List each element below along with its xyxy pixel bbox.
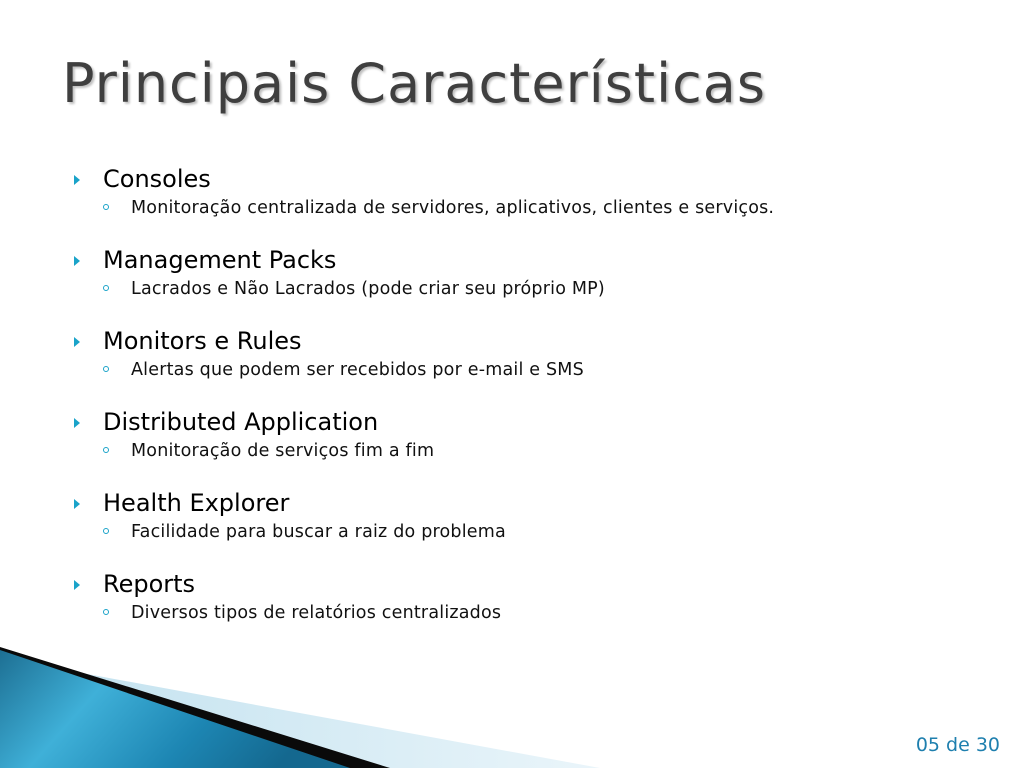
item-label: Reports <box>103 570 196 598</box>
item-label: Management Packs <box>103 246 337 274</box>
list-item <box>74 488 974 569</box>
circle-icon <box>103 609 109 615</box>
sub-item-label: Monitoração de serviços fim a fim <box>131 441 435 461</box>
circle-icon <box>103 285 109 291</box>
sub-item-label: Diversos tipos de relatórios centralizados <box>131 603 502 623</box>
page-number: 05 de 30 <box>915 734 1000 756</box>
triangle-right-icon <box>74 337 80 347</box>
slide-title: Principais Características <box>62 52 767 115</box>
list-item <box>74 164 974 245</box>
list-item <box>74 569 974 650</box>
circle-icon <box>103 528 109 534</box>
triangle-right-icon <box>74 499 80 509</box>
item-label: Consoles <box>103 165 211 193</box>
list-item <box>74 245 974 326</box>
list-item <box>74 326 974 407</box>
item-label: Health Explorer <box>103 489 290 517</box>
item-label: Monitors e Rules <box>103 327 302 355</box>
circle-icon <box>103 366 109 372</box>
bullet-list <box>74 164 974 650</box>
triangle-right-icon <box>74 175 80 185</box>
circle-icon <box>103 204 109 210</box>
item-label: Distributed Application <box>103 408 379 436</box>
triangle-right-icon <box>74 580 80 590</box>
sub-item-label: Lacrados e Não Lacrados (pode criar seu próprio MP) <box>131 279 605 299</box>
list-item <box>74 407 974 488</box>
sub-item-label: Monitoração centralizada de servidores, aplicativos, clientes e serviços. <box>131 198 775 218</box>
sub-item-label: Facilidade para buscar a raiz do problema <box>131 522 506 542</box>
sub-item-label: Alertas que podem ser recebidos por e-mail e SMS <box>131 360 584 380</box>
circle-icon <box>103 447 109 453</box>
triangle-right-icon <box>74 418 80 428</box>
triangle-right-icon <box>74 256 80 266</box>
